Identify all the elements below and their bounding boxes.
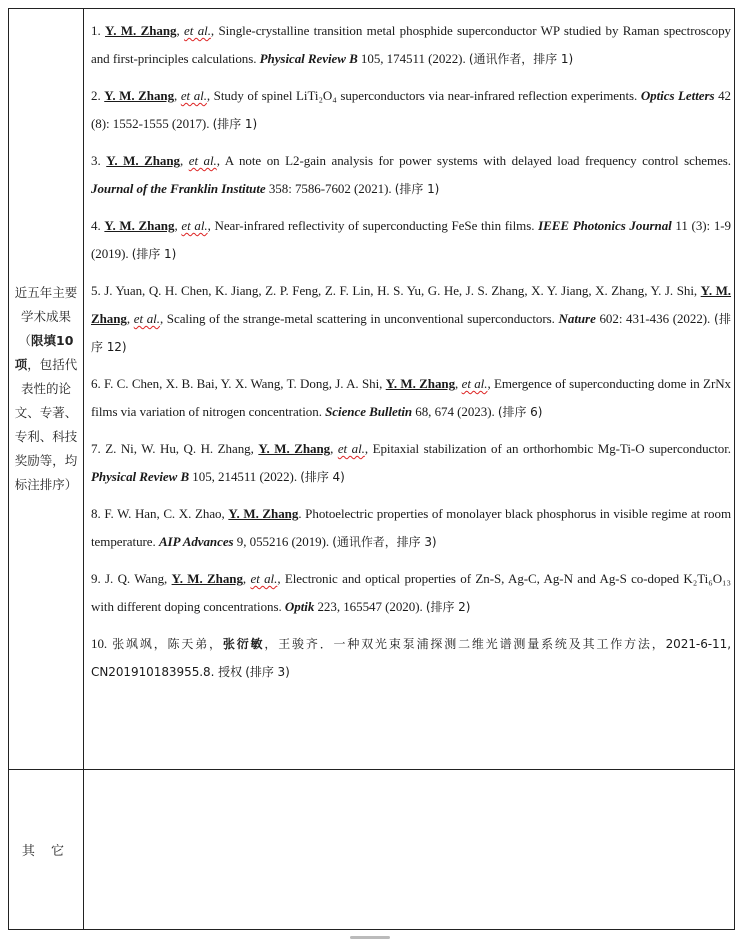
reference-item: 6. F. C. Chen, X. B. Bai, Y. X. Wang, T. Dong, J. A. Shi, Y. M. Zhang, et al., Emergence of superconducting dome in ZrNx films via variation of nitrogen concentration. Science Bulletin 68, 674 (2023). (排序 6) [91, 376, 732, 419]
section-label-cell [9, 9, 83, 769]
reference-journal: Nature [558, 311, 596, 326]
scroll-thumb[interactable] [350, 936, 390, 939]
reference-volume: 105, 174511 (2022). [357, 51, 469, 66]
reference-etal: et al. [181, 218, 208, 233]
reference-item [91, 630, 731, 686]
reference-title: , Near-infrared reflectivity of superconducting FeSe thin films. [207, 218, 539, 233]
reference-title: , Scaling of the strange-metal scattering in unconventional superconductors. [159, 311, 559, 326]
reference-author: Y. M. Zhang [104, 218, 175, 233]
reference-title: . Photoelectric properties of monolayer black phosphorus in visible regime at room temperature. [91, 506, 732, 549]
reference-author: Y. M. Zhang [106, 153, 180, 168]
reference-author: 张衍敏 [222, 637, 265, 651]
section-label: 近五年主要学术成果（限填10项，包括代表性的论文、专著、专利、科技奖励等，均标注排序） [14, 285, 78, 492]
reference-coauthors: J. Yuan, Q. H. Chen, K. Jiang, Z. P. Feng, Z. F. Lin, H. S. Yu, G. He, J. S. Zhang, X. Y. Jiang, X. Zhang, Y. J. Shi, [104, 283, 701, 298]
reference-coauthors: 张飒飒，陈天弟， [112, 637, 223, 651]
reference-etal: et al. [250, 571, 278, 586]
reference-journal: IEEE Photonics Journal [538, 218, 672, 233]
reference-author: Y. M. Zhang [385, 376, 456, 391]
reference-journal: Optics Letters [640, 88, 715, 103]
reference-volume: 68, 674 (2023). [412, 404, 498, 419]
reference-author: Y. M. Zhang [105, 23, 177, 38]
reference-note: (排序 2) [425, 600, 471, 614]
reference-note: (排序 1) [212, 117, 258, 131]
reference-note: (排序 1) [131, 247, 177, 261]
reference-note: (排序 3) [245, 665, 290, 679]
reference-note: (通讯作者，排序 3) [332, 535, 437, 549]
reference-etal: et al. [180, 88, 207, 103]
reference-list [91, 17, 731, 695]
reference-item: 2. Y. M. Zhang, et al., Study of spinel LiTi₂O₄ superconductors via near-infrared reflection experiments. Optics Letters 42 (8): 1552-1555 (2017). (排序 1) [91, 88, 731, 131]
reference-note: (排序 4) [300, 470, 345, 484]
reference-author: Y. M. Zhang [171, 571, 243, 586]
reference-number: 1. [91, 23, 101, 38]
reference-volume: 358: 7586-7602 (2021). [265, 181, 395, 196]
reference-item: 3. Y. M. Zhang, et al., A note on L2-gain analysis for power systems with delayed load frequency control schemes. Journal of the Franklin Institute 358: 7586-7602 (2021). (排序 1) [91, 153, 732, 196]
reference-title: , Single-crystalline transition metal phosphide superconductor WP studied by Raman spectroscopy and first-principles calculations. [91, 23, 732, 66]
reference-etal: et al. [188, 153, 217, 168]
reference-author: Y. M. Zhang [258, 441, 331, 456]
reference-journal: Physical Review B [259, 51, 358, 66]
reference-number: 8. [91, 506, 101, 521]
reference-number: 6. [91, 376, 101, 391]
reference-etal: et al. [461, 376, 488, 391]
reference-volume: 9, 055216 (2019). [233, 534, 333, 549]
other-label: 其 它 [21, 843, 71, 859]
reference-note: (排序 12) [91, 312, 731, 354]
reference-number: 4. [91, 218, 101, 233]
reference-etal: et al. [337, 441, 365, 456]
reference-volume: 42 (8): 1552-1555 (2017). [91, 88, 731, 131]
reference-coauthors: F. W. Han, C. X. Zhao, [104, 506, 229, 521]
reference-note: (通讯作者，排序 1) [468, 52, 574, 66]
reference-journal: Science Bulletin [325, 404, 413, 419]
reference-journal: Optik [284, 599, 315, 614]
reference-item: 9. J. Q. Wang, Y. M. Zhang, et al., Electronic and optical properties of Zn-S, Ag-C, Ag-N and Ag-S co-doped K₂Ti₆O₁₃ with different doping concentrations. Optik 223, 165547 (2020). (排序 2) [91, 571, 732, 614]
reference-journal: Physical Review B [91, 469, 190, 484]
reference-journal: Journal of the Franklin Institute [91, 181, 266, 196]
reference-number: 2. [91, 88, 101, 103]
reference-volume: 223, 165547 (2020). [314, 599, 426, 614]
reference-title: , Epitaxial stabilization of an orthorhombic Mg-Ti-O superconductor. [364, 441, 732, 456]
reference-author: Y. M. Zhang [228, 506, 299, 521]
other-label-cell [9, 769, 83, 929]
reference-volume: 602: 431-436 (2022). [595, 311, 714, 326]
reference-note: (排序 6) [497, 405, 543, 419]
reference-volume: 105, 214511 (2022). [189, 469, 301, 484]
reference-etal: et al. [133, 311, 160, 326]
reference-title: , Electronic and optical properties of Zn-S, Ag-C, Ag-N and Ag-S co-doped K₂Ti₆O₁₃ with different doping concentrations. [91, 571, 732, 614]
reference-item: 4. Y. M. Zhang, et al., Near-infrared reflectivity of superconducting FeSe thin films. IEEE Photonics Journal 11 (3): 1-9 (2019). (排序 1) [91, 218, 732, 261]
reference-number: 5. [91, 283, 101, 298]
reference-coauthors: J. Q. Wang, [105, 571, 172, 586]
column-divider [83, 9, 84, 929]
section-label-limit: 限填10项 [14, 333, 74, 372]
reference-title: , Study of spinel LiTi₂O₄ superconductors via near-infrared reflection experiments. [206, 88, 641, 103]
reference-title: ，王骏齐．一种双光束泵浦探测二维光谱测量系统及其工作方法，2021-6-11, CN201910183955.8. 授权 [91, 637, 731, 679]
reference-coauthors: F. C. Chen, X. B. Bai, Y. X. Wang, T. Dong, J. A. Shi, [104, 376, 386, 391]
row-divider [9, 769, 734, 770]
reference-etal: et al. [184, 23, 211, 38]
reference-note: (排序 1) [394, 182, 440, 196]
reference-item: 7. Z. Ni, W. Hu, Q. H. Zhang, Y. M. Zhang, et al., Epitaxial stabilization of an orthorhombic Mg-Ti-O superconductor. Physical Review B 105, 214511 (2022). (排序 4) [91, 441, 732, 484]
reference-volume: 11 (3): 1-9 (2019). [91, 218, 732, 261]
achievement-table [8, 8, 735, 930]
reference-title: , Emergence of superconducting dome in ZrNx films via variation of nitrogen concentration. [91, 376, 732, 419]
reference-number: 3. [91, 153, 101, 168]
reference-journal: AIP Advances [158, 534, 234, 549]
reference-coauthors: Z. Ni, W. Hu, Q. H. Zhang, [105, 441, 259, 456]
reference-number: 10. [91, 636, 108, 651]
reference-author: Y. M. Zhang [104, 88, 175, 103]
reference-number: 7. [91, 441, 101, 456]
reference-title: , A note on L2-gain analysis for power systems with delayed load frequency control schemes. [216, 153, 732, 168]
reference-item: 5. J. Yuan, Q. H. Chen, K. Jiang, Z. P. Feng, Z. F. Lin, H. S. Yu, G. He, J. S. Zhang, X. Y. Jiang, X. Zhang, Y. J. Shi, Y. M. Zhang, et al., Scaling of the strange-metal scattering in unconventional superconductors. Nature 602: 431-436 (2022). (排序 12) [91, 283, 732, 354]
reference-item: 1. Y. M. Zhang, et al., Single-crystalline transition metal phosphide superconductor WP studied by Raman spectroscopy and first-principles calculations. Physical Review B 105, 174511 (2022). (通讯作者，排序 1) [91, 23, 732, 66]
reference-author: Y. M. Zhang [91, 283, 732, 326]
reference-number: 9. [91, 571, 101, 586]
reference-item [91, 500, 731, 556]
